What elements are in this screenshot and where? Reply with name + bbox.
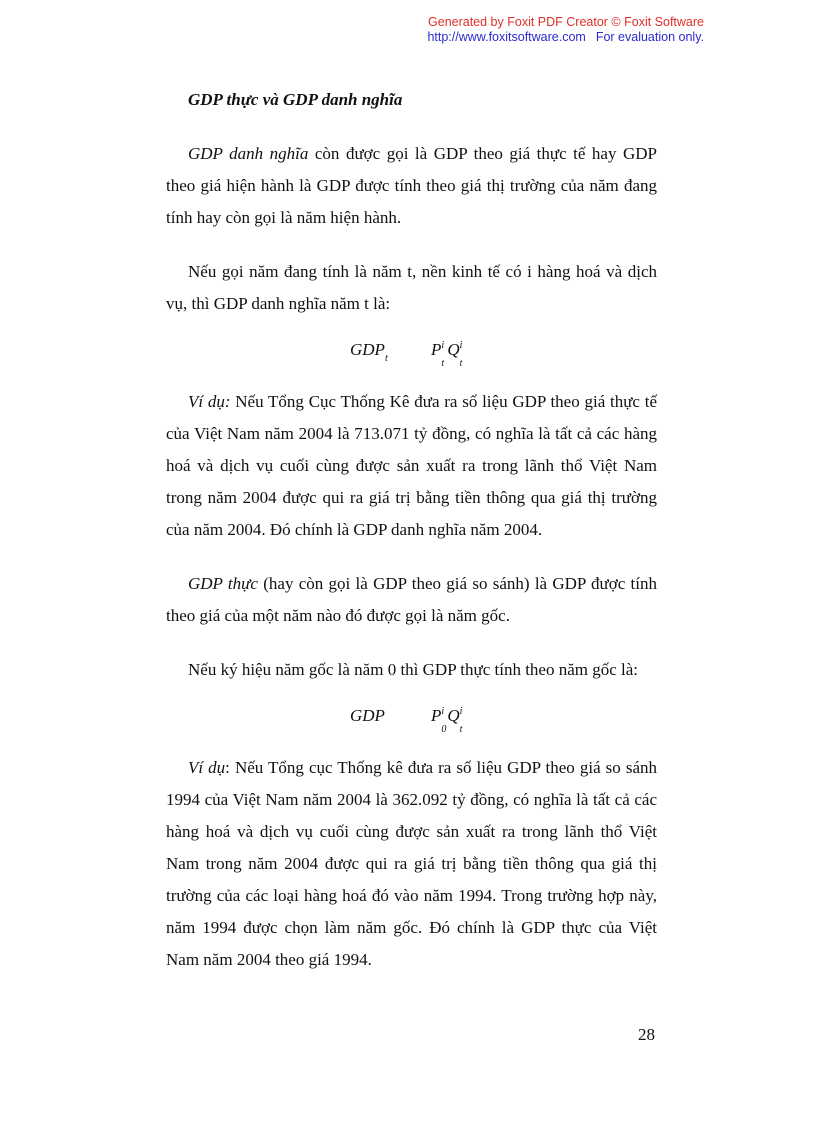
- watermark-note: For evaluation only.: [595, 30, 704, 44]
- term-nominal-gdp: GDP danh nghĩa: [188, 144, 309, 163]
- formula-nominal-gdp: [166, 330, 657, 378]
- paragraph-nominal-example: [166, 386, 657, 546]
- formula-real-p-sup: i: [441, 706, 445, 717]
- page-number: 28: [638, 1025, 655, 1044]
- formula-real-gdp: [166, 696, 657, 744]
- term-real-gdp: GDP thực: [188, 574, 258, 593]
- formula-nominal-lhs-sub: t: [384, 353, 388, 364]
- paragraph-real-gdp: [166, 568, 657, 632]
- page-body: [166, 84, 657, 976]
- watermark-url[interactable]: http://www.foxitsoftware.com: [427, 30, 586, 44]
- example-label-2: Ví dụ: [188, 758, 226, 777]
- section-heading: GDP thực và GDP danh nghĩa: [188, 90, 403, 109]
- paragraph-real-intro: Nếu ký hiệu năm gốc là năm 0 thì GDP thực tính theo năm gốc là:: [188, 660, 639, 679]
- formula-real-rhs: [431, 700, 466, 735]
- paragraph-nominal-gdp-text: còn được gọi là GDP theo giá thực tế hay GDP theo giá hiện hành là GDP được tính theo giá thị trường của năm đang tính hay còn gọi là năm hiện hành.: [166, 144, 657, 227]
- formula-nominal-q-sub: t: [459, 358, 463, 369]
- formula-real-q-sup: i: [459, 706, 463, 717]
- paragraph-real-example: [166, 752, 657, 976]
- paragraph-nominal-gdp: [166, 138, 657, 234]
- watermark: [427, 15, 704, 45]
- formula-nominal-q-sup: i: [459, 340, 463, 351]
- formula-real-q-sub: t: [459, 724, 463, 735]
- formula-real-p-sub: 0: [441, 724, 447, 735]
- watermark-title: Generated by Foxit PDF Creator © Foxit Software: [428, 15, 704, 29]
- example-label-1: Ví dụ:: [188, 392, 231, 411]
- formula-nominal-rhs: [431, 334, 466, 369]
- formula-real-lhs: GDP: [350, 706, 385, 725]
- watermark-link-line: [427, 30, 704, 45]
- formula-nominal-lhs: [350, 334, 388, 369]
- paragraph-real-example-text: : Nếu Tổng cục Thống kê đưa ra số liệu GDP theo giá so sánh 1994 của Việt Nam năm 2004 là 362.092 tỷ đồng, có nghĩa là tất cả các hàng hoá và dịch vụ cuối cùng được sản xuất ra trong lãnh thổ Việt Nam trong năm 2004 được qui ra giá trị bằng tiền thông qua giá thị trường của các loại hàng hoá đó vào năm 1994. Trong trường hợp này, năm 1994 được chọn làm năm gốc. Đó chính là GDP thực của Việt Nam năm 2004 theo giá 1994.: [166, 758, 658, 969]
- formula-nominal-p: P: [431, 340, 442, 359]
- paragraph-nominal-example-text: Nếu Tổng Cục Thống Kê đưa ra số liệu GDP theo giá thực tế của Việt Nam năm 2004 là 713.071 tỷ đồng, có nghĩa là tất cả các hàng hoá và dịch vụ cuối cùng được sản xuất ra trong lãnh thổ Việt Nam trong năm 2004 được qui ra giá trị bằng tiền thông qua giá thị trường của năm 2004. Đó chính là GDP danh nghĩa năm 2004.: [166, 392, 657, 539]
- formula-real-p: P: [431, 706, 442, 725]
- formula-nominal-p-sub: t: [441, 358, 445, 369]
- formula-nominal-q: Q: [447, 340, 460, 359]
- formula-nominal-lhs-text: GDP: [350, 340, 385, 359]
- formula-nominal-p-sup: i: [441, 340, 445, 351]
- formula-real-q: Q: [447, 706, 460, 725]
- paragraph-nominal-intro: Nếu gọi năm đang tính là năm t, nền kinh tế có i hàng hoá và dịch vụ, thì GDP danh nghĩa năm t là:: [166, 262, 657, 313]
- paragraph-real-gdp-text: (hay còn gọi là GDP theo giá so sánh) là GDP được tính theo giá của một năm nào đó được gọi là năm gốc.: [166, 574, 658, 625]
